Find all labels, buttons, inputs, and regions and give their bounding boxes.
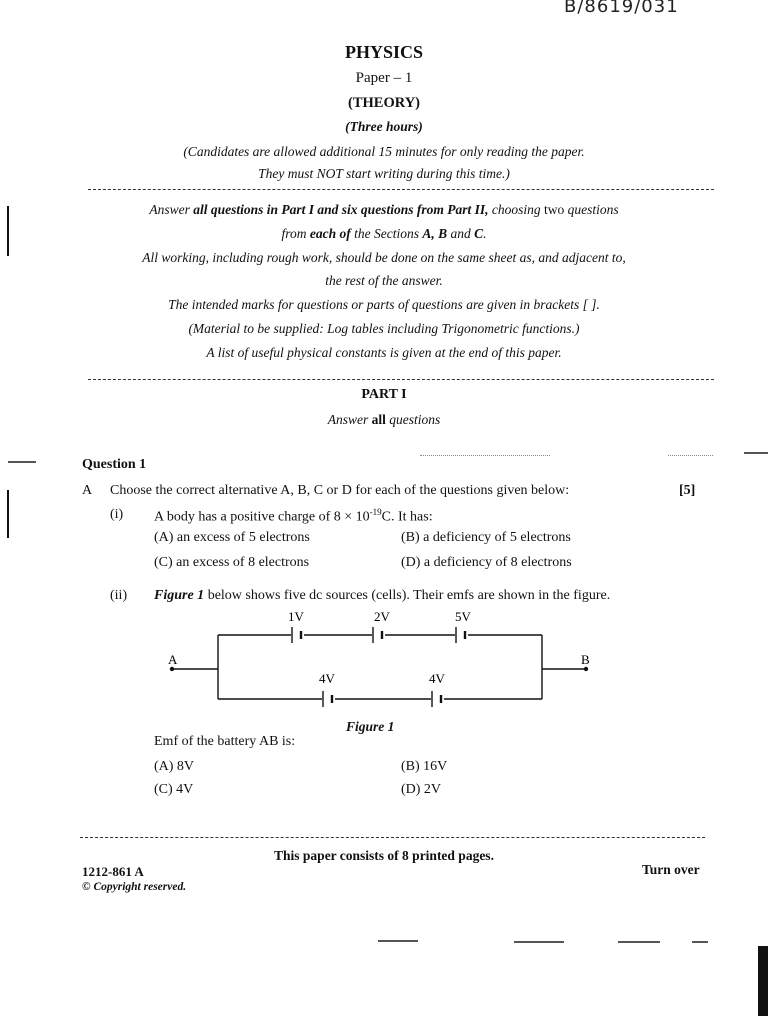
question-heading: Question 1 (82, 457, 147, 472)
instruction-text: the Sections (350, 226, 423, 241)
scan-dotted-line (420, 455, 550, 456)
scan-margin-mark (514, 941, 564, 943)
reading-time-line-1: (Candidates are allowed additional 15 minutes for only reading the paper. (183, 144, 585, 159)
part-title: PART I (361, 387, 407, 402)
paper-number: Paper – 1 (355, 70, 413, 86)
instruction-line-5: The intended marks for questions or parts of questions are given in brackets [ ]. (168, 297, 600, 312)
option-b: (B) 16V (401, 759, 448, 774)
scan-margin-mark (744, 452, 768, 454)
subquestion-number: (ii) (110, 588, 128, 603)
option-a: (A) an excess of 5 electrons (154, 530, 310, 545)
option-b: (B) a deficiency of 5 electrons (401, 530, 571, 545)
cell-label: 5V (455, 609, 471, 624)
instruction-text: Answer (149, 202, 194, 217)
scan-margin-mark (618, 941, 660, 943)
scan-edge-mark (758, 946, 768, 1016)
part-subtitle-text: questions (385, 412, 441, 427)
figure-caption: Figure 1 (346, 719, 395, 734)
instruction-text: and (447, 226, 475, 241)
instruction-text: choosing (488, 202, 544, 217)
instruction-emphasis: C (474, 226, 484, 241)
cell-label: 4V (319, 671, 335, 686)
scan-margin-mark (7, 206, 9, 256)
scan-margin-mark (378, 940, 418, 942)
part-subtitle-emphasis: all (371, 412, 386, 427)
instruction-line-3: All working, including rough work, should be done on the same sheet as, and adjacent to, (142, 250, 626, 265)
duration: (Three hours) (345, 119, 423, 134)
scan-margin-mark (7, 490, 9, 538)
divider-top (88, 189, 714, 190)
scan-margin-mark (692, 941, 708, 943)
question-marks: [5] (679, 483, 696, 498)
instruction-emphasis: each of (309, 226, 351, 241)
terminal-b (584, 667, 588, 671)
option-d: (D) 2V (401, 782, 442, 797)
paper-code: 1212-861 A (82, 864, 144, 879)
cell-label: 4V (429, 671, 445, 686)
instruction-text: . (483, 226, 487, 241)
subquestion-text (154, 507, 433, 526)
figure-reference: Figure 1 (154, 588, 205, 603)
instruction-emphasis: all questions in Part I and six questions from Part II, (193, 202, 489, 217)
terminal-label-a: A (168, 652, 178, 667)
instruction-text: from (281, 226, 310, 241)
divider-footer (80, 837, 705, 838)
option-c: (C) an excess of 8 electrons (154, 555, 310, 570)
instruction-line-2 (0, 226, 768, 242)
option-d: (D) a deficiency of 8 electrons (401, 555, 572, 570)
exponent: -19 (369, 507, 382, 517)
handwritten-paper-code: B/8619/031 (564, 0, 679, 17)
circuit-diagram (150, 605, 610, 725)
subquestion-text (154, 588, 610, 604)
page-count-note: This paper consists of 8 printed pages. (274, 848, 494, 863)
scan-margin-mark (8, 461, 36, 463)
paper-type: (THEORY) (348, 95, 420, 111)
question-stem: Emf of the battery AB is: (154, 734, 296, 749)
terminal-a (170, 667, 174, 671)
subquestion-text-part: below shows five dc sources (cells). Their emfs are shown in the figure. (204, 588, 611, 603)
instruction-emphasis: A, B (422, 226, 448, 241)
copyright-notice: © Copyright reserved. (82, 881, 187, 893)
subquestion-text-part: A body has a positive charge of 8 × 10 (154, 509, 370, 525)
instruction-text: questions (564, 202, 619, 217)
option-c: (C) 4V (154, 782, 194, 797)
scan-dotted-line (668, 455, 713, 456)
divider-middle (88, 379, 714, 380)
question-letter: A (82, 483, 93, 498)
subquestion-number: (i) (110, 507, 124, 522)
instruction-emphasis: two (543, 202, 565, 217)
instruction-line-7: A list of useful physical constants is given at the end of this paper. (206, 345, 562, 360)
option-a: (A) 8V (154, 759, 195, 774)
question-text: Choose the correct alternative A, B, C or D for each of the questions given below: (110, 483, 570, 498)
instruction-line-6: (Material to be supplied: Log tables including Trigonometric functions.) (188, 321, 580, 336)
instruction-line-1 (0, 202, 768, 218)
subquestion-text-part: C. It has: (381, 509, 433, 525)
cell-label: 1V (288, 609, 304, 624)
part-subtitle (0, 412, 768, 428)
instruction-line-4: the rest of the answer. (325, 273, 443, 288)
cell-label: 2V (374, 609, 390, 624)
turn-over-note: Turn over (642, 862, 700, 877)
part-subtitle-text: Answer (327, 412, 372, 427)
terminal-label-b: B (581, 652, 590, 667)
subject-title: PHYSICS (344, 42, 424, 62)
reading-time-line-2: They must NOT start writing during this time.) (258, 166, 510, 181)
